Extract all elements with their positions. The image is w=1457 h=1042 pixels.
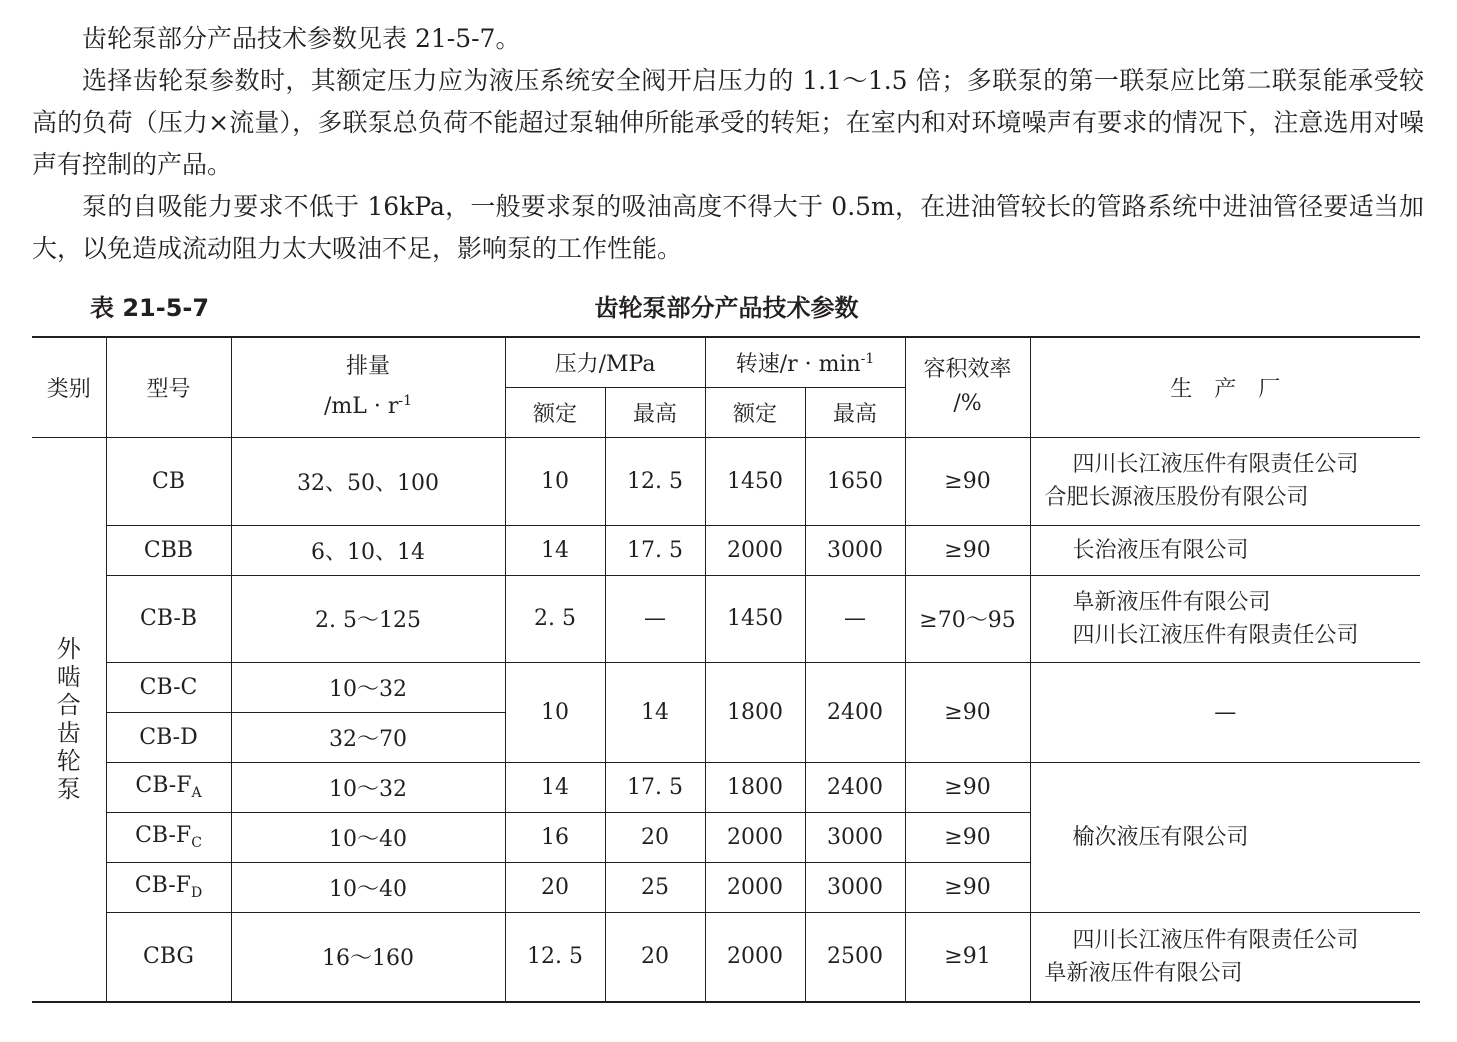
displacement-cell: 32～70 (231, 712, 505, 762)
displacement-unit-exp: -1 (398, 393, 413, 410)
header-speed-max: 最高 (805, 387, 905, 437)
speed-rated-cell: 1450 (705, 575, 805, 662)
model-cell (106, 862, 231, 912)
displacement-cell: 10～40 (231, 812, 505, 862)
table-row (32, 662, 1420, 712)
model-subscript: C (191, 835, 202, 851)
header-speed (705, 337, 905, 387)
model-cell: CBB (106, 525, 231, 575)
table-row (32, 575, 1420, 662)
model-cell: CB-D (106, 712, 231, 762)
model-cell: CB-C (106, 662, 231, 712)
pressure-max-cell: 25 (605, 862, 705, 912)
category-char: 轮 (56, 747, 81, 776)
header-model: 型号 (106, 337, 231, 437)
pressure-rated-cell: 14 (505, 762, 605, 812)
pressure-rated-cell: 16 (505, 812, 605, 862)
pressure-max-cell: — (605, 575, 705, 662)
efficiency-cell: ≥90 (905, 812, 1030, 862)
efficiency-cell: ≥90 (905, 525, 1030, 575)
header-efficiency-unit: /% (953, 391, 982, 417)
pressure-max-cell: 17. 5 (605, 525, 705, 575)
model-cell (106, 812, 231, 862)
model-text: CB-F (134, 873, 191, 898)
table-row (32, 912, 1420, 1002)
model-text: CB-F (135, 773, 192, 798)
speed-max-cell: 2400 (805, 662, 905, 762)
manufacturer-cell (1030, 762, 1420, 912)
pressure-rated-cell: 20 (505, 862, 605, 912)
model-subscript: D (190, 885, 203, 901)
pressure-rated-cell: 10 (505, 662, 605, 762)
manufacturer-cell (1030, 437, 1420, 525)
header-displacement-label: 排量 (345, 354, 390, 380)
pressure-rated-cell: 12. 5 (505, 912, 605, 1002)
efficiency-cell: ≥90 (905, 662, 1030, 762)
speed-max-cell: 1650 (805, 437, 905, 525)
displacement-unit-text: /mL · r (323, 394, 399, 420)
header-displacement-unit (232, 384, 505, 424)
speed-max-cell: 3000 (805, 525, 905, 575)
efficiency-cell: ≥90 (905, 862, 1030, 912)
pressure-rated-cell: 14 (505, 525, 605, 575)
model-cell: CB (106, 437, 231, 525)
speed-rated-cell: 1450 (705, 437, 805, 525)
model-cell: CB-B (106, 575, 231, 662)
pump-parameters-table (32, 336, 1420, 1003)
speed-rated-cell: 2000 (705, 525, 805, 575)
header-pressure-max: 最高 (605, 387, 705, 437)
table-title (0, 288, 1457, 328)
manufacturer-line: 阜新液压件有限公司 (1072, 589, 1271, 615)
speed-rated-cell: 1800 (705, 662, 805, 762)
speed-rated-cell: 2000 (705, 812, 805, 862)
displacement-cell: 2. 5～125 (231, 575, 505, 662)
table-row (32, 525, 1420, 575)
pressure-max-cell: 14 (605, 662, 705, 762)
displacement-cell: 32、50、100 (231, 437, 505, 525)
manufacturer-cell (1030, 525, 1420, 575)
speed-rated-cell: 2000 (705, 862, 805, 912)
header-displacement (231, 337, 505, 437)
model-cell (106, 762, 231, 812)
efficiency-cell: ≥70～95 (905, 575, 1030, 662)
pressure-max-cell: 17. 5 (605, 762, 705, 812)
category-cell (32, 437, 106, 1002)
manufacturer-cell (1030, 575, 1420, 662)
speed-max-cell: 2500 (805, 912, 905, 1002)
category-char: 外 (56, 635, 81, 664)
pressure-max-cell: 20 (605, 912, 705, 1002)
pressure-rated-cell: 10 (505, 437, 605, 525)
manufacturer-line: 阜新液压件有限公司 (1044, 960, 1243, 986)
model-text: CB-F (135, 823, 192, 848)
category-char: 泵 (56, 775, 81, 804)
manufacturer-cell: — (1030, 662, 1420, 762)
efficiency-cell: ≥91 (905, 912, 1030, 1002)
manufacturer-line: 长治液压有限公司 (1072, 537, 1249, 563)
category-char: 合 (56, 691, 81, 720)
category-char: 齿 (56, 719, 81, 748)
speed-max-cell: 3000 (805, 862, 905, 912)
table-title-text: 齿轮泵部分产品技术参数 (594, 294, 859, 322)
pressure-max-cell: 12. 5 (605, 437, 705, 525)
paragraph-1: 齿轮泵部分产品技术参数见表 21-5-7。 (82, 24, 521, 53)
pressure-rated-cell: 2. 5 (505, 575, 605, 662)
header-pressure: 压力/MPa (505, 337, 705, 387)
speed-max-cell: 2400 (805, 762, 905, 812)
table-row (32, 762, 1420, 812)
header-pressure-rated: 额定 (505, 387, 605, 437)
speed-unit-text: 转速/r · min (735, 351, 861, 377)
manufacturer-line: 榆次液压有限公司 (1072, 824, 1249, 850)
header-efficiency (905, 337, 1030, 437)
speed-rated-cell: 2000 (705, 912, 805, 1002)
model-cell: CBG (106, 912, 231, 1002)
manufacturer-line: 四川长江液压件有限责任公司 (1072, 452, 1359, 477)
speed-max-cell: — (805, 575, 905, 662)
manufacturer-cell (1030, 912, 1420, 1002)
manufacturer-line: 四川长江液压件有限责任公司 (1072, 927, 1359, 953)
displacement-cell: 10～40 (231, 862, 505, 912)
manufacturer-line: 合肥长源液压股份有限公司 (1044, 485, 1309, 510)
paragraph-2: 选择齿轮泵参数时，其额定压力应为液压系统安全阀开启压力的 1.1～1.5 倍；多联泵的第一联泵应比第二联泵能承受较高的负荷（压力×流量），多联泵总负荷不能超过泵轴伸所能承受的转矩；在室内和对环境噪声有要求的情况下，注意选用对噪声有控制的产品。 (32, 66, 1424, 179)
model-subscript: A (191, 785, 202, 801)
efficiency-cell: ≥90 (905, 437, 1030, 525)
table-number: 表 21-5-7 (90, 294, 210, 322)
paragraph-3: 泵的自吸能力要求不低于 16kPa，一般要求泵的吸油高度不得大于 0.5m，在进油管较长的管路系统中进油管径要适当加大，以免造成流动阻力太大吸油不足，影响泵的工作性能。 (32, 192, 1424, 263)
speed-max-cell: 3000 (805, 812, 905, 862)
speed-unit-exp: -1 (860, 350, 875, 367)
displacement-cell: 6、10、14 (231, 525, 505, 575)
displacement-cell: 10～32 (231, 762, 505, 812)
displacement-cell: 16～160 (231, 912, 505, 1002)
efficiency-cell: ≥90 (905, 762, 1030, 812)
pressure-max-cell: 20 (605, 812, 705, 862)
manufacturer-line: 四川长江液压件有限责任公司 (1072, 622, 1359, 648)
category-char: 啮 (56, 663, 81, 692)
header-category: 类别 (32, 337, 106, 437)
displacement-cell: 10～32 (231, 662, 505, 712)
header-efficiency-label: 容积效率 (923, 357, 1012, 383)
table-row (32, 437, 1420, 525)
header-manufacturer: 生 产 厂 (1030, 337, 1420, 437)
header-speed-rated: 额定 (705, 387, 805, 437)
speed-rated-cell: 1800 (705, 762, 805, 812)
